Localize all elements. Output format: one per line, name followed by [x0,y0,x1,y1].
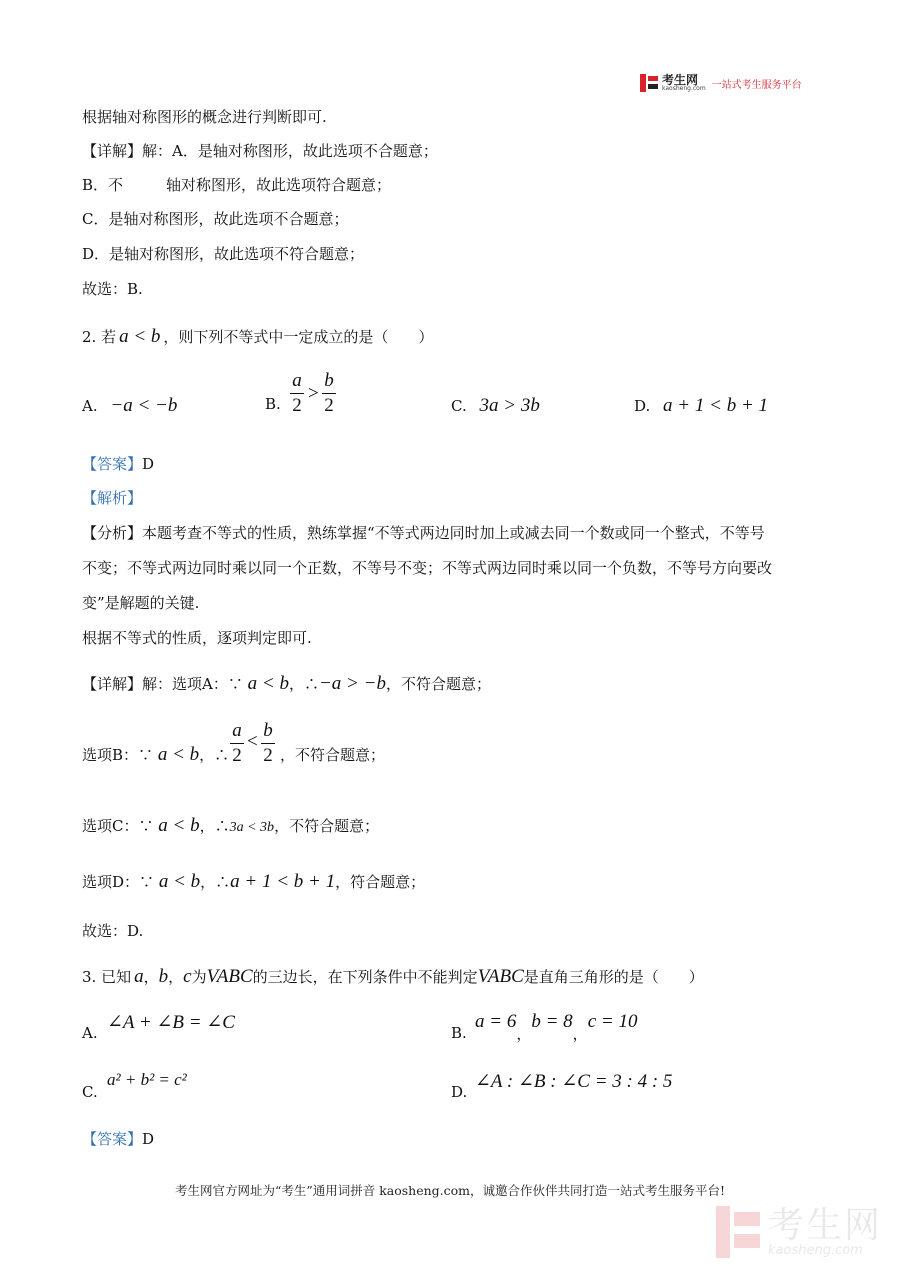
q2-detail-d-cond: a < b [158,871,201,892]
q2-option-b-frac2 [322,370,336,417]
q2-detail-b-post: ，不符合题意； [280,746,386,764]
q2-analysis-text1: 本题考查不等式的性质，熟练掌握“不等式两边同时加上或减去同一个数或同一个整式，不等号 [142,524,765,542]
q1-choice: 故选：B. [82,280,143,298]
q3-option-d-expr: ∠A : ∠B : ∠C = 3 : 4 : 5 [475,1071,673,1092]
q2-detail-b-den2: 2 [263,745,273,766]
q3-stem [82,966,704,988]
q2-detail-b-num2: b [263,720,273,741]
q3-option-c-expr: a² + b² = c² [107,1070,187,1089]
q3-stem-end: 是直角三角形的是（ ） [523,968,704,986]
q3-option-b-a: a = 6 [475,1011,517,1032]
q2-detail-c-pre: 选项C：∵ [82,817,154,835]
q2-detail-b-den1: 2 [232,745,242,766]
logo-name: 考生网 [662,73,699,87]
q2-detail-b-mid: ，∴ [199,746,230,764]
q1-detail-a-text: 解：A．是轴对称图形，故此选项不合题意； [142,142,438,160]
q2-option-d-label: D. [634,397,651,415]
q2-stem-cond: a < b [119,326,161,347]
q2-stem-num: 2. 若 [82,328,117,346]
q3-stem-sep2: ， [168,968,184,986]
q2-option-b-num2: b [324,370,334,391]
q2-detail-c-post: ，不符合题意； [274,817,380,835]
q2-option-d-expr: a + 1 < b + 1 [663,395,769,416]
q2-option-a-expr: −a < −b [110,395,178,416]
watermark-name: 考生网 [768,1204,883,1246]
q3-option-d-label[interactable]: D. [451,1083,468,1101]
q3-option-b-label[interactable]: B. [451,1024,467,1042]
q1-detail-tag: 【详解】 [82,142,143,160]
q2-detail-a-therefore: ，∴ [288,675,319,693]
q3-stem-tri2: VABC [477,966,524,987]
q2-detail-a-pre: 解：选项A：∵ [142,675,243,693]
q2-detail-d-post: ，符合题意； [335,873,426,891]
q2-detail-b-num1: a [232,720,242,741]
q2-detail-b-cond: a < b [157,744,200,765]
q2-detail-a [82,673,491,695]
page-footer: 考生网官方网址为“考生”通用词拼音 kaosheng.com，诚邀合作伙伴共同打造一站式考生服务平台! [174,1183,726,1198]
kaosheng-watermark-icon [716,1206,760,1258]
q2-analysis-line3: 变”是解题的关键. [82,594,200,612]
q2-detail-b-op: < [247,731,258,752]
q3-answer-tag: 【答案】 [82,1130,143,1148]
q2-option-a[interactable] [82,395,177,417]
q2-detail-a-post: ，不符合题意； [385,675,491,693]
q3-option-a-label[interactable]: A. [82,1024,98,1042]
q2-choice: 故选：D. [82,922,144,940]
q2-detail-d-res: a + 1 < b + 1 [230,871,336,892]
q3-stem-c: c [183,966,192,987]
q2-detail-c-cond: a < b [158,815,200,836]
q2-analysis-tag: 【解析】 [82,489,143,507]
q2-detail-a-res: −a > −b [318,673,386,694]
q2-detail-b-frac1 [230,720,244,767]
q2-option-d[interactable] [634,395,768,417]
q3-option-b-sep2: ， [572,1025,588,1043]
q2-option-c-label: C. [451,397,467,415]
q2-detail-d-pre: 选项D：∵ [82,873,155,891]
q2-answer-value: D [142,455,155,473]
q2-option-b-op: > [308,383,319,404]
q2-analysis-line4: 根据不等式的性质，逐项判定即可. [82,629,312,647]
q2-analysis-line1 [82,522,765,543]
q3-option-b-c: c = 10 [587,1011,638,1032]
q2-detail-b-frac2 [261,720,275,767]
q3-stem-num: 3. 已知 [82,968,132,986]
q1-detail-a [82,140,438,161]
q2-answer [82,453,154,474]
q3-option-b-b: b = 8 [531,1011,573,1032]
watermark-logo [716,1206,882,1258]
q2-detail-b-pre: 选项B：∵ [82,746,154,764]
q2-option-b-label[interactable]: B. [265,395,281,413]
q2-option-b-den1: 2 [292,395,302,416]
q2-detail-a-cond: a < b [247,673,289,694]
logo-domain: kaosheng.com [662,85,706,92]
q2-option-a-label: A. [82,397,98,415]
q3-option-c-label[interactable]: C. [82,1083,98,1101]
q2-detail-d [82,871,425,893]
q2-analysis-head: 【分析】 [82,524,143,542]
q2-detail-d-mid: ，∴ [200,873,231,891]
q2-detail-c [82,815,379,837]
watermark-domain: kaosheng.com [768,1242,863,1258]
q2-option-b-frac1 [290,370,304,417]
q2-option-c[interactable] [451,395,540,417]
q3-stem-b: b [158,966,169,987]
q2-stem [82,326,433,348]
logo-slogan: 一站式考生服务平台 [711,79,802,91]
q2-detail-c-res: 3a < 3b [229,820,275,835]
q3-answer [82,1128,154,1149]
q3-stem-tri: VABC [206,966,253,987]
q3-stem-mid2: 的三边长，在下列条件中不能判定 [252,968,478,986]
q3-stem-a: a [134,966,144,987]
q2-stem-rest: ，则下列不等式中一定成立的是（ ） [163,328,434,346]
kaosheng-logo-icon [640,74,658,92]
q3-answer-value: D [142,1130,155,1148]
q3-option-a-expr: ∠A + ∠B = ∠C [107,1012,235,1033]
q2-detail-c-mid: ，∴ [199,817,230,835]
q2-option-b-den2: 2 [324,395,334,416]
q1-detail-b-pre: B．不 [82,176,124,194]
q1-detail-d: D．是轴对称图形，故此选项不符合题意； [82,245,365,263]
q2-option-c-expr: 3a > 3b [479,395,540,416]
q3-stem-sep1: ， [143,968,159,986]
q2-analysis-line2: 不变；不等式两边同时乘以同一个正数，不等号不变；不等式两边同时乘以同一个负数，不等号方向要改 [82,559,773,577]
q3-option-b-sep1: ， [516,1025,532,1043]
header-logo[interactable] [640,72,802,94]
q2-detail-tag: 【详解】 [82,675,143,693]
q1-analysis-end: 根据轴对称图形的概念进行判断即可. [82,108,327,126]
q2-detail-b [82,744,229,766]
q1-detail-b-post: 轴对称图形，故此选项符合题意； [166,176,392,194]
q2-answer-tag: 【答案】 [82,455,143,473]
q2-option-b-num1: a [292,370,302,391]
q3-stem-mid: 为 [191,968,207,986]
q1-detail-c: C．是轴对称图形，故此选项不合题意； [82,210,349,228]
q3-option-b-exprs [475,1011,638,1043]
